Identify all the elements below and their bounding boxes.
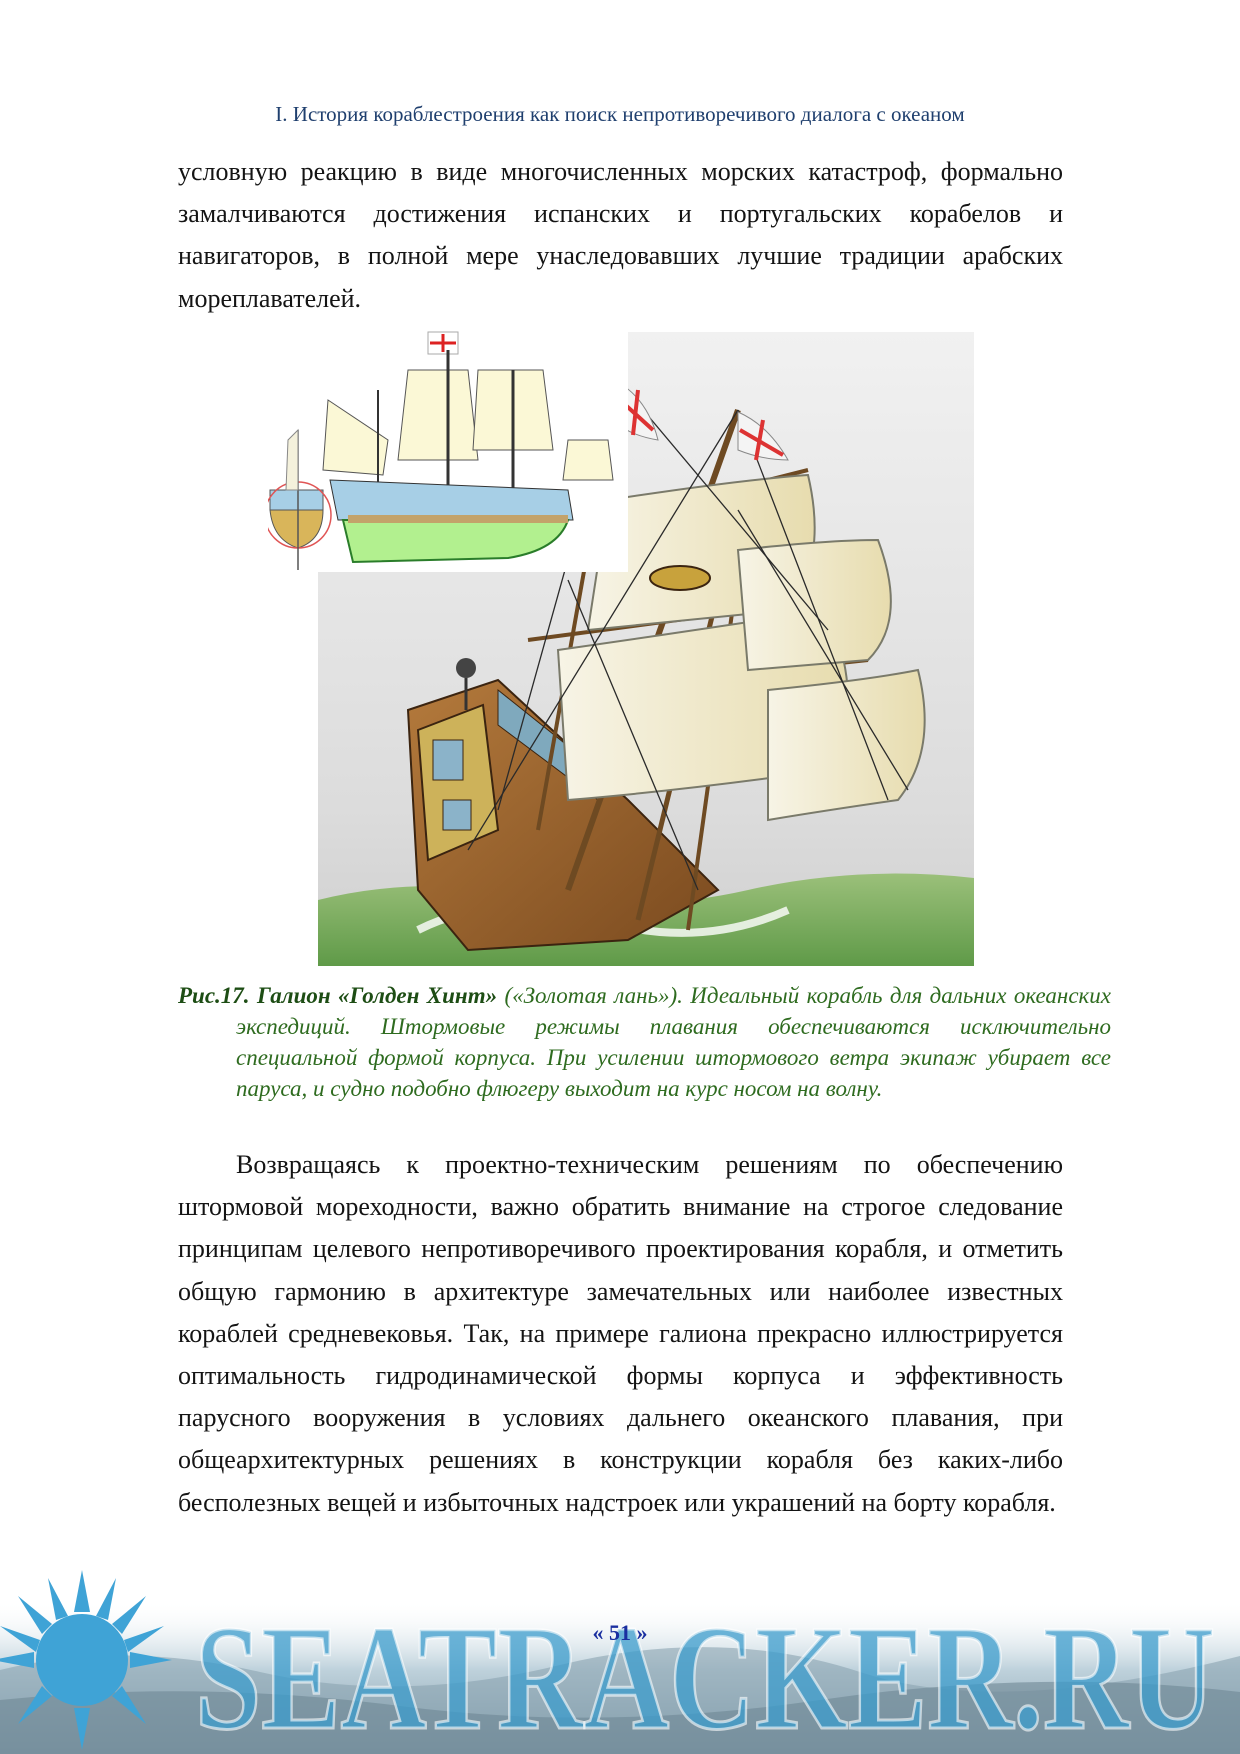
footer-banner [0, 1560, 1240, 1754]
body-paragraph-2: Возвращаясь к проектно-техническим решениям по обеспечению штормовой мореходности, важно обратить внимание на строгое следование принципам целевого непротиворечивого проектирования корабля, и отметить общую гармонию в архитектуре замечательных или наиболее известных кораблей средневековья. Так, на примере галиона прекрасно иллюстрируется оптимальность гидродинамической формы корпуса и эффективность парусного вооружения в условиях дальнего океанского плавания, при общеархитектурных решениях в конструкции корабля без каких-либо бесполезных вещей и избыточных надстроек или украшений на борту корабля. [178, 1150, 1063, 1517]
page-number: « 51 » [592, 1620, 648, 1645]
body-paragraph-1: условную реакцию в виде многочисленных морских катастроф, формально замалчиваются достижения испанских и португальских корабелов и навигаторов, в полной мере унаследовавших лучшие традиции арабских мореплавателей. [178, 157, 1063, 313]
watermark-text: SEATRACKER.RU [195, 1595, 1215, 1754]
running-header: I. История кораблестроения как поиск непротиворечивого диалога с океаном [275, 102, 965, 126]
figure-caption-lead: Рис.17. Галион «Голден Хинт» [178, 983, 498, 1008]
figure-caption [178, 980, 1111, 1104]
side-view-schematic [318, 332, 628, 572]
galleon-illustration [268, 330, 976, 968]
figure-caption-text: («Золотая лань»). Идеальный корабль для дальних океанских экспедиций. Штормовые режимы плавания обеспечиваются исключительно специальной формой корпуса. При усилении штормового ветра экипаж убирает все паруса, и судно подобно флюгеру выходит на курс носом на волну. [236, 983, 1112, 1101]
